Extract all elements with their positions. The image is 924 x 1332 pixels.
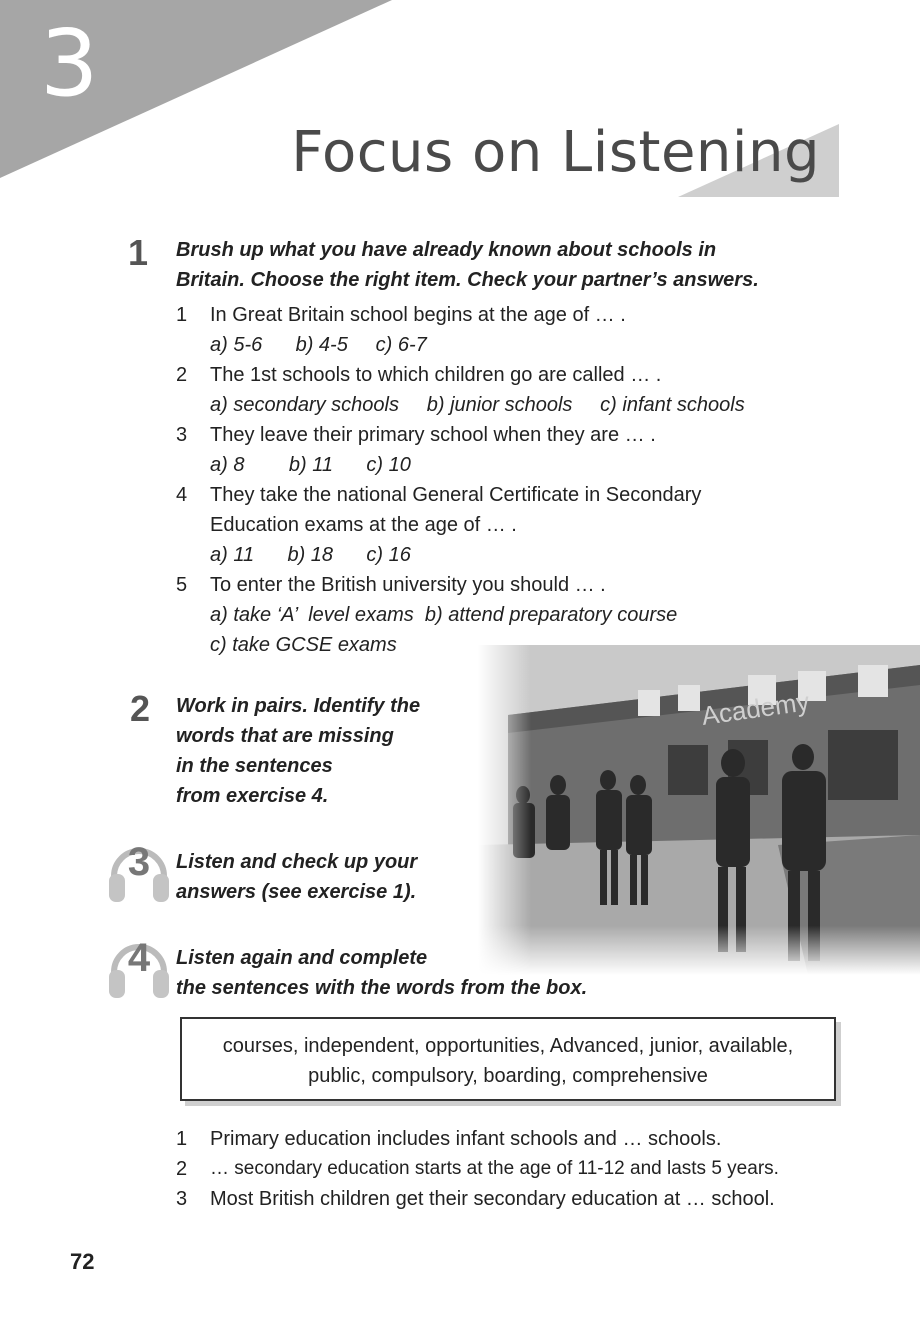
question-number: 4 <box>176 484 188 506</box>
task-line: words that are missing <box>176 725 394 747</box>
exercise-3-number: 3 <box>127 840 151 884</box>
exercise-3-task <box>176 847 417 907</box>
headphones-icon <box>106 832 172 904</box>
question-text: Education exams at the age of … . <box>210 514 517 536</box>
task-line: from exercise 4. <box>176 785 329 807</box>
question-item <box>176 300 856 330</box>
question-options: a) secondary schools b) junior schools c) infant schools <box>210 394 745 416</box>
question-number: 1 <box>176 304 188 326</box>
question-options: a) 5-6 b) 4-5 c) 6-7 <box>210 334 427 356</box>
exercise-1-task <box>176 235 759 295</box>
question-number: 5 <box>176 574 188 596</box>
question-text: The 1st schools to which children go are called … . <box>210 364 662 386</box>
task-line: answers (see exercise 1). <box>176 881 417 903</box>
task-line: Brush up what you have already known about schools in <box>176 239 717 261</box>
sentence-item <box>176 1184 876 1214</box>
headphones-icon <box>106 928 172 1000</box>
page-title: Focus on Listening <box>291 120 820 185</box>
sentence-number: 2 <box>176 1158 188 1180</box>
sentence-item <box>176 1154 876 1184</box>
question-item <box>176 420 856 450</box>
school-photo-illustration <box>478 645 920 975</box>
task-line: Listen again and complete <box>176 947 428 969</box>
sentence-number: 3 <box>176 1188 188 1210</box>
question-options: a) 11 b) 18 c) 16 <box>210 544 411 566</box>
task-line: Britain. Choose the right item. Check your partner’s answers. <box>176 269 759 291</box>
sentence-text: Most British children get their secondary education at … school. <box>210 1188 775 1210</box>
question-text: They leave their primary school when they are … . <box>210 424 656 446</box>
sentence-item <box>176 1124 876 1154</box>
question-options: a) 8 b) 11 c) 10 <box>210 454 411 476</box>
question-number: 3 <box>176 424 188 446</box>
exercise-4-number: 4 <box>127 936 151 980</box>
exercise-1-questions <box>176 300 856 660</box>
sentence-text: … secondary education starts at the age of 11-12 and lasts 5 years. <box>210 1158 779 1179</box>
question-item-continued <box>176 510 856 540</box>
exercise-2-number: 2 <box>130 688 151 729</box>
word-box <box>180 1017 836 1101</box>
question-item <box>176 360 856 390</box>
word-box-line: courses, independent, opportunities, Advanced, junior, available, <box>222 1035 794 1057</box>
task-line: Listen and check up your <box>176 851 418 873</box>
word-box-line: public, compulsory, boarding, comprehensive <box>308 1065 708 1087</box>
exercise-2-task <box>176 691 420 811</box>
sentence-text: Primary education includes infant schools and … schools. <box>210 1128 722 1150</box>
question-text: To enter the British university you should … . <box>210 574 606 596</box>
question-text: They take the national General Certificate in Secondary <box>210 484 702 506</box>
exercise-1-number: 1 <box>128 232 149 273</box>
school-photo <box>478 645 920 975</box>
question-text: In Great Britain school begins at the age of … . <box>210 304 626 326</box>
question-number: 2 <box>176 364 188 386</box>
question-options: a) take ‘A’ level exams b) attend preparatory course <box>210 604 678 626</box>
sentence-number: 1 <box>176 1128 188 1150</box>
task-line: the sentences with the words from the box. <box>176 977 588 999</box>
exercise-4-sentences <box>176 1124 876 1214</box>
question-options: c) take GCSE exams <box>210 634 397 656</box>
task-line: Work in pairs. Identify the <box>176 695 421 717</box>
question-item <box>176 570 856 600</box>
page-number: 72 <box>70 1249 95 1274</box>
task-line: in the sentences <box>176 755 333 777</box>
unit-number: 3 <box>40 10 99 117</box>
exercise-4-task <box>176 943 587 1003</box>
question-item <box>176 480 856 510</box>
